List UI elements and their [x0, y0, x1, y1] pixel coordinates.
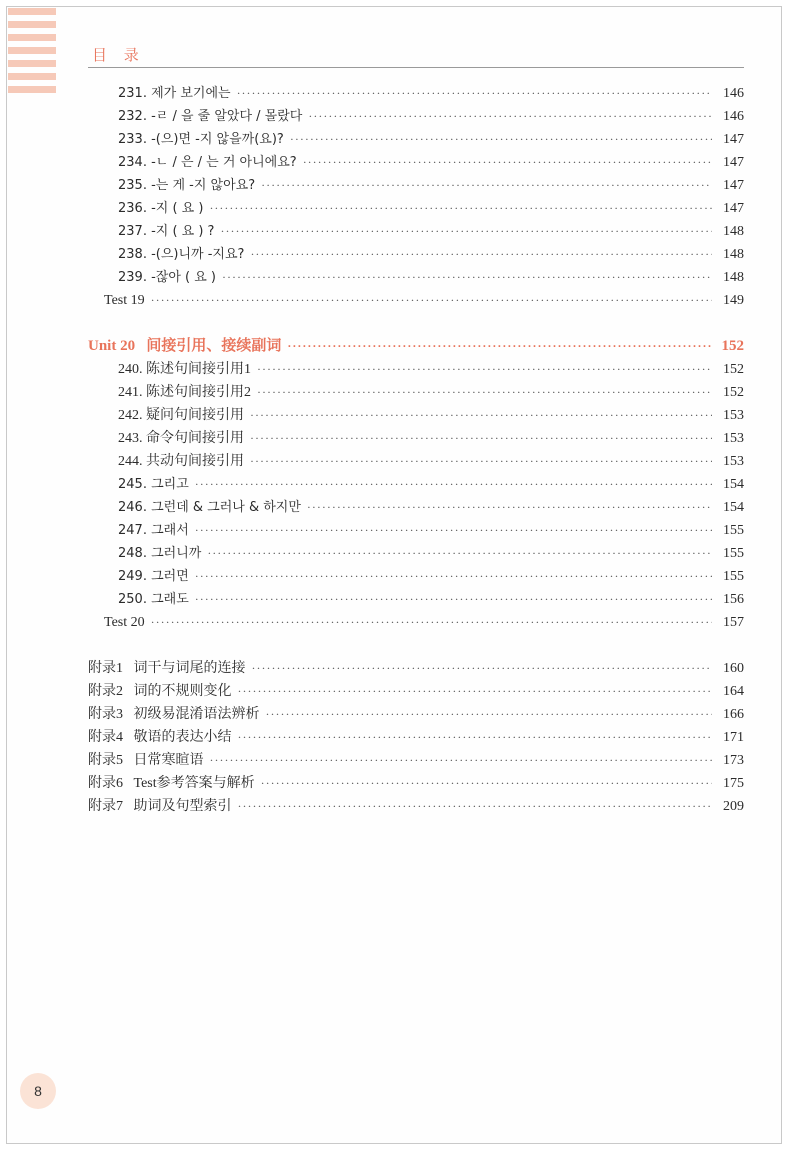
toc-entry-label: 245. 그리고 — [118, 477, 189, 492]
toc-entry-label: 附录1 词干与词尾的连接 — [88, 661, 246, 676]
toc-entry-label: 附录6 Test参考答案与解析 — [88, 776, 255, 791]
toc-entry-label: 233. -(으)면 -지 않을까(요)? — [118, 132, 284, 147]
toc-test-entry[interactable] — [104, 289, 744, 312]
toc-entry-page: 155 — [723, 546, 744, 561]
toc-entry-page: 164 — [723, 684, 744, 699]
toc-entry-page: 152 — [723, 362, 744, 377]
dot-leader — [237, 82, 712, 105]
toc-entry[interactable] — [118, 358, 744, 381]
toc-entry-label: 238. -(으)니까 -지요? — [118, 247, 245, 262]
toc-entry[interactable] — [118, 450, 744, 473]
dot-leader — [307, 496, 712, 519]
toc-entry[interactable] — [118, 519, 744, 542]
toc-entry-label: 231. 제가 보기에는 — [118, 86, 231, 101]
toc-entry[interactable] — [118, 381, 744, 404]
toc-entry[interactable] — [118, 588, 744, 611]
toc-appendix-entry[interactable] — [88, 795, 744, 818]
toc-entry[interactable] — [118, 128, 744, 151]
decorative-stripes — [8, 8, 56, 100]
toc-entry-page: 153 — [723, 454, 744, 469]
toc-entry-label: 236. -지 ( 요 ) — [118, 201, 204, 216]
dot-leader — [210, 749, 713, 772]
toc-entry-label: 附录3 初级易混淆语法辨析 — [88, 707, 260, 722]
toc-entry-page: 166 — [723, 707, 744, 722]
toc-entry-page: 156 — [723, 592, 744, 607]
toc-entry[interactable] — [118, 266, 744, 289]
toc-entry[interactable] — [118, 220, 744, 243]
dot-leader — [250, 243, 712, 266]
toc-entry-page: 147 — [723, 201, 744, 216]
toc-test-entry[interactable] — [104, 611, 744, 634]
dot-leader — [238, 680, 713, 703]
page-title: 目 录 — [92, 46, 145, 64]
toc-entry[interactable] — [118, 404, 744, 427]
toc-entry-label: 237. -지 ( 요 ) ? — [118, 224, 215, 239]
toc-entry-label: 248. 그러니까 — [118, 546, 202, 561]
toc-entry-page: 173 — [723, 753, 744, 768]
dot-leader — [250, 427, 712, 450]
toc-entry-page: 153 — [723, 408, 744, 423]
toc-entry-label: 235. -는 게 -지 않아요? — [118, 178, 256, 193]
toc-entry-page: 153 — [723, 431, 744, 446]
toc-entry-page: 146 — [723, 86, 744, 101]
toc-entry[interactable] — [118, 542, 744, 565]
toc-entry-label: 246. 그런데 & 그러나 & 하지만 — [118, 500, 301, 515]
toc-entry[interactable] — [118, 473, 744, 496]
dot-leader — [220, 220, 712, 243]
dot-leader — [238, 795, 713, 818]
dot-leader — [303, 151, 712, 174]
dot-leader — [250, 404, 712, 427]
dot-leader — [308, 105, 712, 128]
dot-leader — [261, 772, 712, 795]
toc-entry-page: 209 — [723, 799, 744, 814]
dot-leader — [261, 174, 712, 197]
dot-leader — [290, 128, 712, 151]
toc-entry-page: 160 — [723, 661, 744, 676]
unit-page: 152 — [721, 338, 744, 354]
toc-appendix-entry[interactable] — [88, 680, 744, 703]
toc-entry-page: 147 — [723, 178, 744, 193]
header-divider — [88, 67, 744, 68]
toc-entry[interactable] — [118, 565, 744, 588]
toc-entry[interactable] — [118, 427, 744, 450]
dot-leader — [257, 358, 712, 381]
toc-entry-page: 171 — [723, 730, 744, 745]
toc-entry-page: 154 — [723, 500, 744, 515]
toc-entry-page: 148 — [723, 270, 744, 285]
dot-leader — [195, 588, 712, 611]
toc-entry-label: 附录2 词的不规则变化 — [88, 684, 232, 699]
dot-leader — [209, 197, 712, 220]
toc-entry-label: 242. 疑问句间接引用 — [118, 408, 244, 423]
toc-entry-page: 155 — [723, 569, 744, 584]
toc-entry-label: Test 19 — [104, 293, 145, 308]
dot-leader — [151, 611, 712, 634]
toc-entry-label: 240. 陈述句间接引用1 — [118, 362, 251, 377]
toc-entry[interactable] — [118, 174, 744, 197]
toc-appendix-entry[interactable] — [88, 703, 744, 726]
toc-entry-page: 147 — [723, 155, 744, 170]
toc-entry-page: 147 — [723, 132, 744, 147]
toc-entry-page: 155 — [723, 523, 744, 538]
dot-leader — [195, 519, 712, 542]
toc-entry-label: 附录4 敬语的表达小结 — [88, 730, 232, 745]
toc-entry-label: 247. 그래서 — [118, 523, 189, 538]
dot-leader — [287, 335, 712, 358]
dot-leader — [250, 450, 712, 473]
toc-entry-page: 154 — [723, 477, 744, 492]
toc-entry-page: 157 — [723, 615, 744, 630]
toc-entry-page: 152 — [723, 385, 744, 400]
toc-entry[interactable] — [118, 105, 744, 128]
dot-leader — [266, 703, 713, 726]
toc-entry-label: 232. -ㄹ / 을 줄 알았다 / 몰랐다 — [118, 109, 303, 124]
toc-entry-page: 148 — [723, 247, 744, 262]
dot-leader — [257, 381, 712, 404]
dot-leader — [252, 657, 713, 680]
toc-entry-label: 附录5 日常寒暄语 — [88, 753, 204, 768]
toc-entry-label: 239. -잖아 ( 요 ) — [118, 270, 216, 285]
toc-entry-label: 234. -ㄴ / 은 / 는 거 아니에요? — [118, 155, 297, 170]
toc-entry[interactable] — [118, 243, 744, 266]
toc-entry-label: 附录7 助词及句型索引 — [88, 799, 232, 814]
toc-entry-label: 244. 共动句间接引用 — [118, 454, 244, 469]
toc-entry-page: 148 — [723, 224, 744, 239]
toc-entry-page: 175 — [723, 776, 744, 791]
toc-appendix-entry[interactable] — [88, 657, 744, 680]
dot-leader — [238, 726, 713, 749]
toc-entry-label: 250. 그래도 — [118, 592, 189, 607]
toc-entry-label: 241. 陈述句间接引用2 — [118, 385, 251, 400]
toc-appendix-entry[interactable] — [88, 749, 744, 772]
toc-unit-heading[interactable] — [88, 335, 744, 358]
dot-leader — [151, 289, 712, 312]
toc-entry[interactable] — [118, 197, 744, 220]
toc-entry-label: 243. 命令句间接引用 — [118, 431, 244, 446]
page-number-badge — [20, 1073, 56, 1109]
dot-leader — [222, 266, 712, 289]
dot-leader — [195, 473, 712, 496]
dot-leader — [195, 565, 712, 588]
toc-entry-label: 249. 그러면 — [118, 569, 189, 584]
toc-entry[interactable] — [118, 496, 744, 519]
page-number: 8 — [34, 1083, 42, 1099]
toc-entry[interactable] — [118, 151, 744, 174]
toc-appendix-entry[interactable] — [88, 772, 744, 795]
toc-entry-page: 149 — [723, 293, 744, 308]
toc-entry[interactable] — [118, 82, 744, 105]
toc-appendix-entry[interactable] — [88, 726, 744, 749]
toc-entry-label: Test 20 — [104, 615, 145, 630]
toc-entry-page: 146 — [723, 109, 744, 124]
dot-leader — [207, 542, 712, 565]
unit-title: Unit 20 间接引用、接续副词 — [88, 338, 282, 354]
